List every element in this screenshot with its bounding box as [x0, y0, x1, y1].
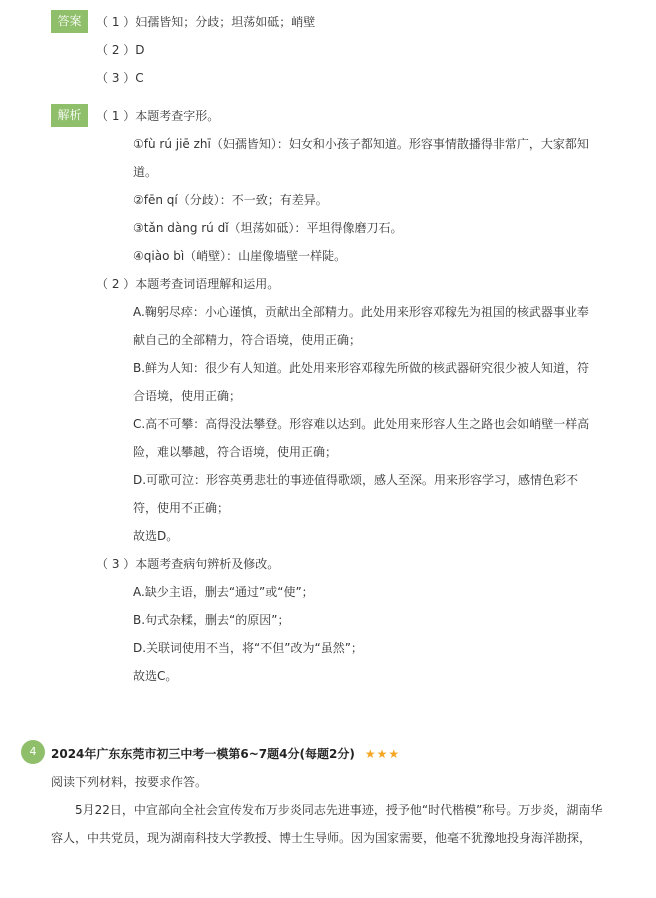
question-number-badge: 4	[21, 740, 45, 764]
question-title-row	[51, 746, 400, 762]
analysis-part2-item: B.鲜为人知：很少有人知道。此处用来形容邓稼先所做的核武器研究很少被人知道，符	[133, 361, 590, 375]
passage-line-2: 容人，中共党员，现为湖南科技大学教授、博士生导师。因为国家需要，他毫不犹豫地投身海洋勘探，	[51, 831, 592, 845]
analysis-part2-item: 险，难以攀越，符合语境，使用正确；	[133, 445, 338, 459]
analysis-part2-item: A.鞠躬尽瘁：小心谨慎，贡献出全部精力。此处用来形容邓稼先为祖国的核武器事业奉	[133, 305, 589, 319]
analysis-part2-item: C.高不可攀：高得没法攀登。形容难以达到。此处用来形容人生之路也会如峭壁一样高	[133, 417, 590, 431]
analysis-part2-item: 符，使用不正确；	[133, 501, 230, 515]
analysis-part3-item: A.缺少主语，删去“通过”或“使”；	[133, 585, 314, 599]
analysis-part1-heading: （ 1 ）本题考查字形。	[96, 109, 220, 123]
analysis-part2-item: 故选D。	[133, 529, 179, 543]
analysis-part2-item: 合语境，使用正确；	[133, 389, 242, 403]
analysis-part1-item: ①fù rú jiē zhī（妇孺皆知）：妇女和小孩子都知道。形容事情散播得非常广，大家都知	[133, 137, 589, 151]
answer-tag: 答案	[51, 10, 88, 33]
question-instruction: 阅读下列材料，按要求作答。	[51, 775, 208, 789]
question-title: 2024年广东东莞市初三中考一模第6~7题4分(每题2分)	[51, 747, 355, 761]
analysis-part3-item: B.句式杂糅，删去“的原因”；	[133, 613, 290, 627]
analysis-part1-item: 道。	[133, 165, 158, 179]
analysis-part3-item: D.关联词使用不当，将“不但”改为“虽然”；	[133, 641, 363, 655]
analysis-part3-item: 故选C。	[133, 669, 178, 683]
analysis-tag: 解析	[51, 104, 88, 127]
analysis-part1-item: ②fēn qí（分歧）：不一致；有差异。	[133, 193, 328, 207]
analysis-part1-item: ③tǎn dàng rú dǐ（坦荡如砥）：平坦得像磨刀石。	[133, 221, 403, 235]
difficulty-stars: ★★★	[364, 747, 401, 761]
answer-line-1: （ 1 ）妇孺皆知；分歧；坦荡如砥；峭壁	[96, 15, 316, 29]
analysis-part1-item: ④qiào bì（峭壁）：山崖像墙壁一样陡。	[133, 249, 347, 263]
analysis-part2-heading: （ 2 ）本题考查词语理解和运用。	[96, 277, 280, 291]
answer-line-2: （ 2 ）D	[96, 43, 145, 57]
analysis-part2-item: D.可歌可泣：形容英勇悲壮的事迹值得歌颂，感人至深。用来形容学习，感情色彩不	[133, 473, 579, 487]
analysis-part3-heading: （ 3 ）本题考查病句辨析及修改。	[96, 557, 280, 571]
answer-line-3: （ 3 ）C	[96, 71, 144, 85]
passage-line-1: 5月22日，中宣部向全社会宣传发布万步炎同志先进事迹，授予他“时代楷模”称号。万步炎，湖南华	[75, 803, 603, 817]
analysis-part2-item: 献自己的全部精力，符合语境，使用正确；	[133, 333, 362, 347]
